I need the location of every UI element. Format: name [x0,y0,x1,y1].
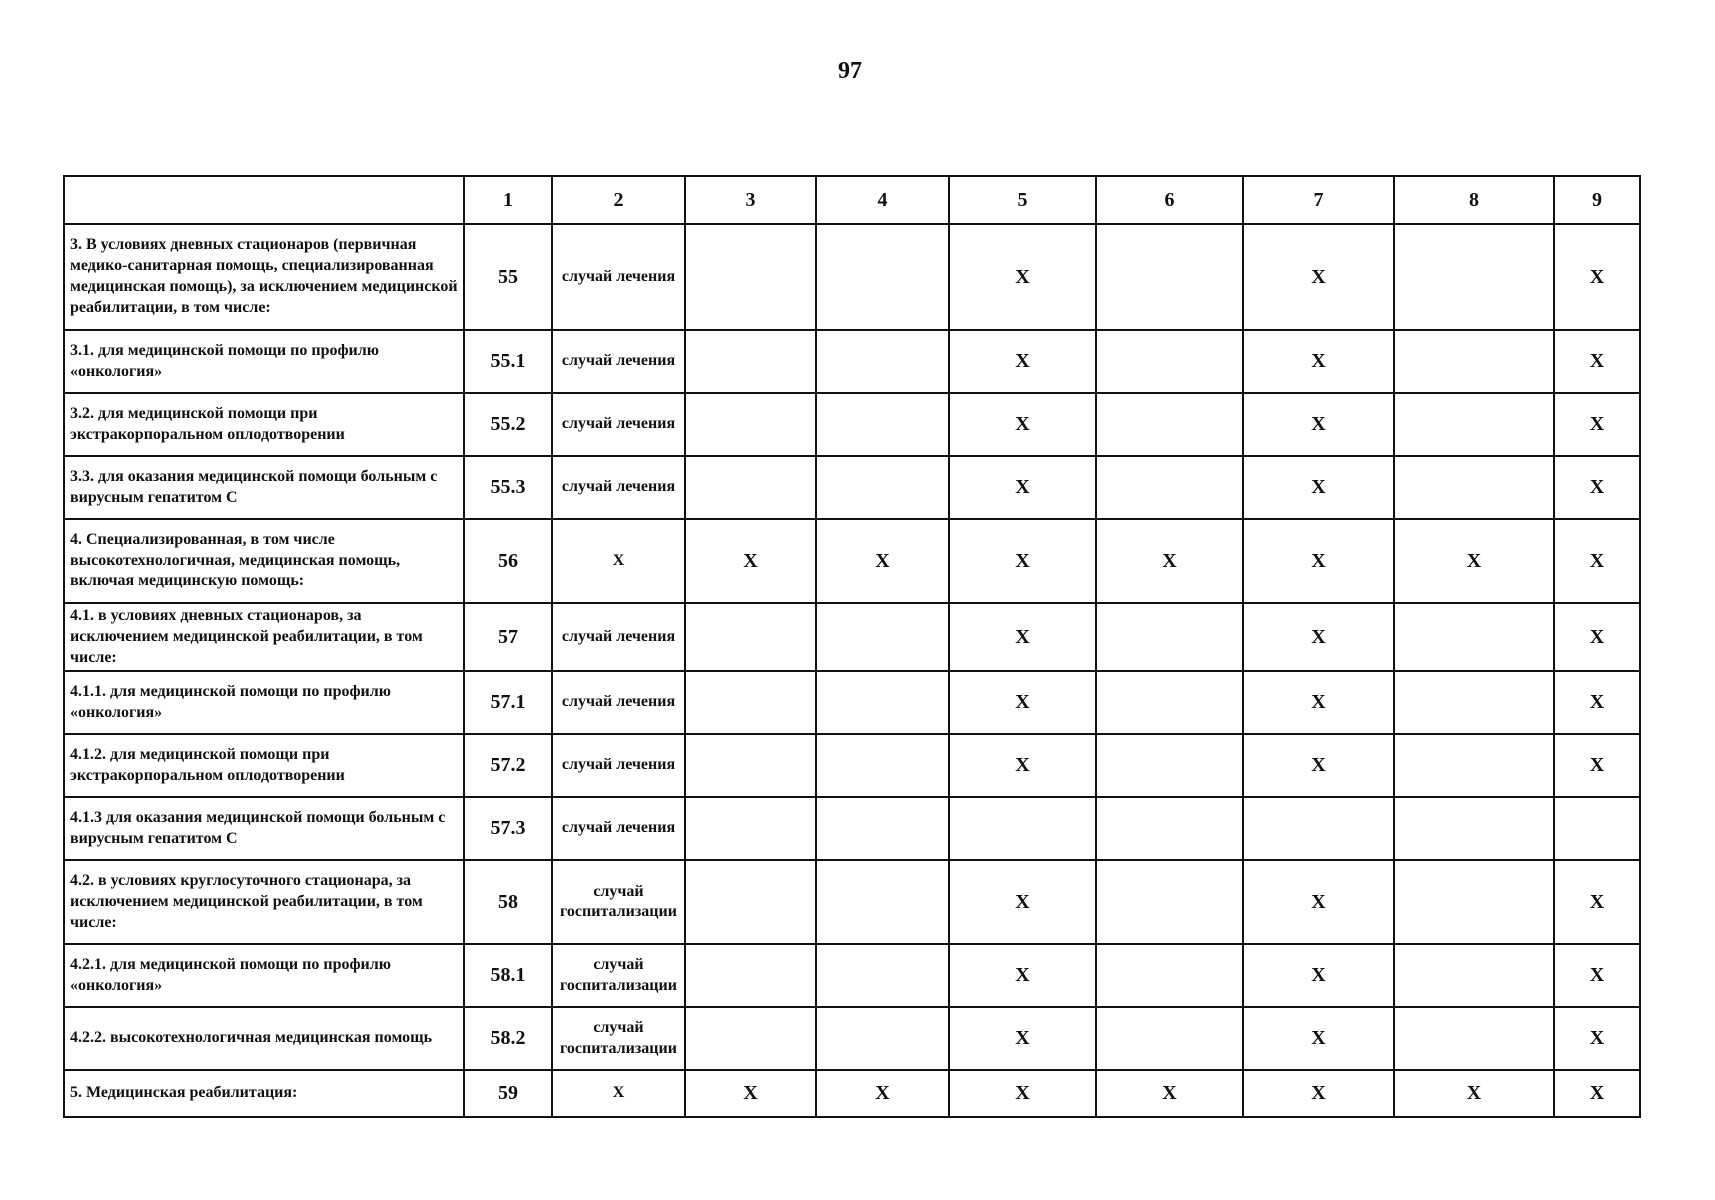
cell-col-9: X [1554,1007,1640,1070]
row-description: 5. Медицинская реабилитация: [64,1070,464,1117]
cell-col-7: X [1243,603,1394,671]
cell-col-8 [1394,671,1554,734]
cell-col-6: X [1096,519,1243,603]
cell-col-4 [816,797,949,860]
data-table [63,175,1641,1118]
cell-col-9: X [1554,734,1640,797]
cell-col-6 [1096,603,1243,671]
cell-col-7: X [1243,734,1394,797]
row-number: 56 [464,519,552,603]
cell-col-4: X [816,519,949,603]
row-unit: случай лечения [552,224,685,330]
cell-col-3: X [685,1070,816,1117]
row-description: 4.2. в условиях круглосуточного стационара, за исключением медицинской реабилитации, в том числе: [64,860,464,944]
table-row [64,944,1640,1007]
cell-col-8 [1394,603,1554,671]
cell-col-9: X [1554,671,1640,734]
column-header-6: 6 [1096,176,1243,224]
cell-col-8 [1394,224,1554,330]
cell-col-6 [1096,393,1243,456]
cell-col-5 [949,797,1096,860]
column-header-4: 4 [816,176,949,224]
cell-col-3 [685,393,816,456]
cell-col-3 [685,603,816,671]
table-row [64,393,1640,456]
cell-col-3 [685,330,816,393]
cell-col-6 [1096,456,1243,519]
cell-col-3 [685,1007,816,1070]
page-number: 97 [838,58,862,84]
cell-col-3 [685,944,816,1007]
table-body [64,224,1640,1117]
cell-col-4 [816,603,949,671]
row-description: 4. Специализированная, в том числе высокотехнологичная, медицинская помощь, включая медицинскую помощь: [64,519,464,603]
cell-col-4 [816,734,949,797]
table-row [64,224,1640,330]
row-description: 3. В условиях дневных стационаров (первичная медико-санитарная помощь, специализированная медицинская помощь), за исключением медицинской реабилитации, в том числе: [64,224,464,330]
row-description: 4.2.2. высокотехнологичная медицинская помощь [64,1007,464,1070]
cell-col-7: X [1243,456,1394,519]
cell-col-4 [816,393,949,456]
cell-col-3 [685,456,816,519]
cell-col-6 [1096,734,1243,797]
row-number: 57 [464,603,552,671]
cell-col-5: X [949,944,1096,1007]
table-row [64,797,1640,860]
cell-col-7 [1243,797,1394,860]
cell-col-4: X [816,1070,949,1117]
cell-col-4 [816,1007,949,1070]
row-unit: случай лечения [552,797,685,860]
row-number: 55 [464,224,552,330]
cell-col-7: X [1243,944,1394,1007]
cell-col-7: X [1243,671,1394,734]
column-header-9: 9 [1554,176,1640,224]
cell-col-6 [1096,944,1243,1007]
table-row [64,519,1640,603]
column-header-0 [64,176,464,224]
cell-col-4 [816,224,949,330]
cell-col-9: X [1554,393,1640,456]
row-unit: случай госпитализации [552,944,685,1007]
cell-col-8: X [1394,519,1554,603]
cell-col-7: X [1243,224,1394,330]
cell-col-9: X [1554,944,1640,1007]
cell-col-3 [685,734,816,797]
cell-col-7: X [1243,1007,1394,1070]
table-row [64,1070,1640,1117]
cell-col-7: X [1243,519,1394,603]
cell-col-8 [1394,393,1554,456]
row-number: 55.2 [464,393,552,456]
row-number: 55.3 [464,456,552,519]
column-header-8: 8 [1394,176,1554,224]
cell-col-8 [1394,330,1554,393]
cell-col-6 [1096,860,1243,944]
cell-col-6 [1096,671,1243,734]
row-description: 4.1.3 для оказания медицинской помощи больным с вирусным гепатитом С [64,797,464,860]
row-number: 58.1 [464,944,552,1007]
cell-col-9: X [1554,603,1640,671]
cell-col-9 [1554,797,1640,860]
cell-col-8 [1394,1007,1554,1070]
row-description: 3.3. для оказания медицинской помощи больным с вирусным гепатитом С [64,456,464,519]
row-number: 57.2 [464,734,552,797]
row-unit: случай лечения [552,734,685,797]
cell-col-4 [816,860,949,944]
cell-col-7: X [1243,860,1394,944]
cell-col-5: X [949,1007,1096,1070]
row-description: 4.1. в условиях дневных стационаров, за исключением медицинской реабилитации, в том числе: [64,603,464,671]
cell-col-3 [685,797,816,860]
row-description: 4.1.1. для медицинской помощи по профилю «онкология» [64,671,464,734]
cell-col-8 [1394,734,1554,797]
cell-col-6 [1096,1007,1243,1070]
cell-col-9: X [1554,860,1640,944]
header-row [64,176,1640,224]
cell-col-6 [1096,330,1243,393]
cell-col-6 [1096,797,1243,860]
cell-col-8 [1394,944,1554,1007]
row-description: 4.2.1. для медицинской помощи по профилю «онкология» [64,944,464,1007]
cell-col-5: X [949,603,1096,671]
cell-col-3 [685,671,816,734]
row-number: 57.3 [464,797,552,860]
cell-col-9: X [1554,519,1640,603]
cell-col-7: X [1243,1070,1394,1117]
table-row [64,860,1640,944]
cell-col-8 [1394,797,1554,860]
row-number: 57.1 [464,671,552,734]
row-unit: случай лечения [552,393,685,456]
cell-col-7: X [1243,330,1394,393]
cell-col-9: X [1554,330,1640,393]
row-description: 3.2. для медицинской помощи при экстракорпоральном оплодотворении [64,393,464,456]
cell-col-4 [816,944,949,1007]
cell-col-5: X [949,519,1096,603]
column-header-5: 5 [949,176,1096,224]
row-unit: случай госпитализации [552,860,685,944]
row-unit: случай госпитализации [552,1007,685,1070]
cell-col-5: X [949,671,1096,734]
cell-col-5: X [949,456,1096,519]
row-number: 59 [464,1070,552,1117]
cell-col-5: X [949,330,1096,393]
cell-col-5: X [949,1070,1096,1117]
column-header-3: 3 [685,176,816,224]
cell-col-5: X [949,224,1096,330]
cell-col-4 [816,456,949,519]
cell-col-9: X [1554,224,1640,330]
cell-col-9: X [1554,1070,1640,1117]
table-row [64,603,1640,671]
row-unit: случай лечения [552,603,685,671]
column-header-7: 7 [1243,176,1394,224]
column-header-2: 2 [552,176,685,224]
cell-col-5: X [949,860,1096,944]
cell-col-3 [685,860,816,944]
table-row [64,734,1640,797]
table-row [64,456,1640,519]
table-row [64,1007,1640,1070]
cell-col-8 [1394,456,1554,519]
column-header-1: 1 [464,176,552,224]
cell-col-3 [685,224,816,330]
row-unit: X [552,1070,685,1117]
row-unit: X [552,519,685,603]
cell-col-3: X [685,519,816,603]
row-number: 58.2 [464,1007,552,1070]
cell-col-8: X [1394,1070,1554,1117]
row-unit: случай лечения [552,330,685,393]
cell-col-6: X [1096,1070,1243,1117]
row-unit: случай лечения [552,671,685,734]
row-number: 58 [464,860,552,944]
row-unit: случай лечения [552,456,685,519]
row-description: 3.1. для медицинской помощи по профилю «онкология» [64,330,464,393]
cell-col-7: X [1243,393,1394,456]
table-row [64,330,1640,393]
cell-col-4 [816,671,949,734]
cell-col-9: X [1554,456,1640,519]
cell-col-6 [1096,224,1243,330]
cell-col-5: X [949,734,1096,797]
row-number: 55.1 [464,330,552,393]
cell-col-4 [816,330,949,393]
row-description: 4.1.2. для медицинской помощи при экстракорпоральном оплодотворении [64,734,464,797]
cell-col-5: X [949,393,1096,456]
cell-col-8 [1394,860,1554,944]
table-row [64,671,1640,734]
